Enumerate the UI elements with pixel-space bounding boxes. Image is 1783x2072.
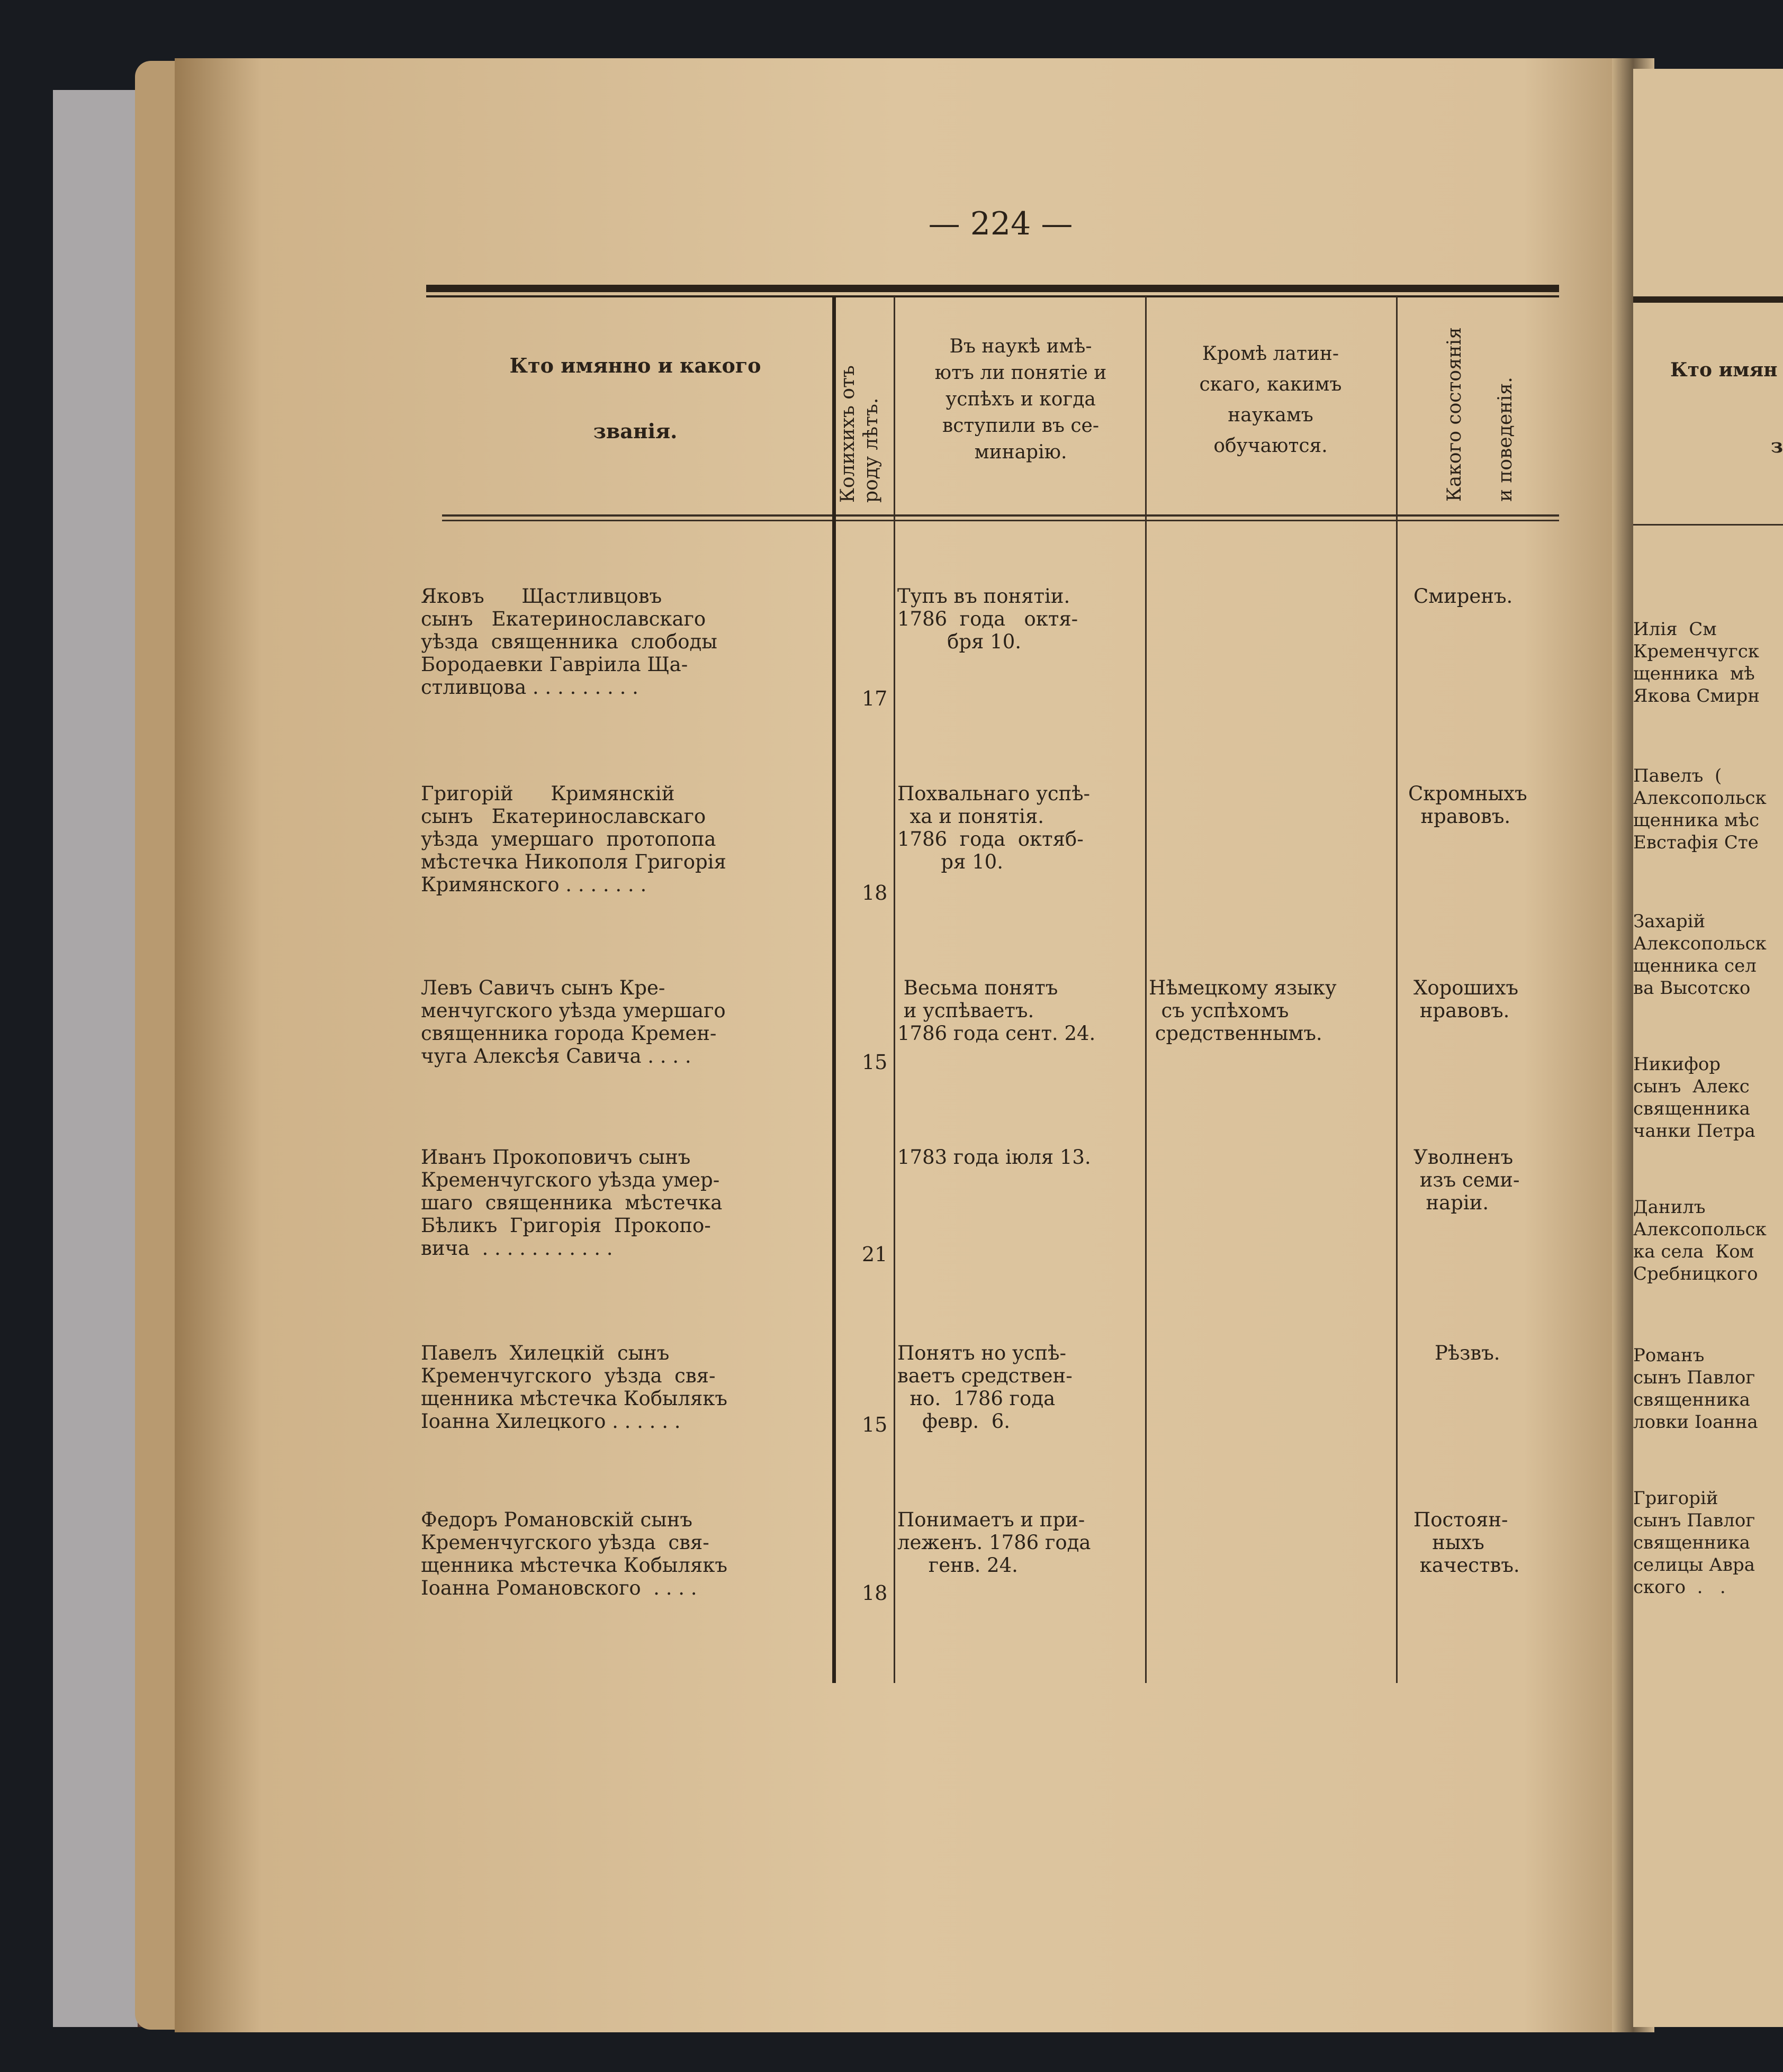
page-number: — 224 — — [928, 205, 1073, 242]
book-board — [53, 90, 138, 2027]
facing-header-fragment: Кто имян — [1670, 359, 1778, 381]
column-rule-age-left — [832, 296, 836, 1683]
row-name: Павелъ Хилецкій сынъ Кременчугского уѣзда свя- щенника мѣстечка Кобылякъ Іоанна Хилецкого . . . . . . — [421, 1342, 727, 1433]
row-other: Нѣмецкому языку съ успѣхомъ средственнымъ. — [1149, 976, 1337, 1045]
header-science — [899, 333, 1142, 466]
row-age: 18 — [862, 881, 888, 904]
row-name: Федоръ Романовскій сынъ Кременчугского уѣзда свя- щенника мѣстечка Кобылякъ Іоанна Романовского . . . . — [421, 1508, 727, 1599]
header-bottom-rule — [442, 514, 1559, 517]
column-rule-science-right — [1145, 296, 1147, 1683]
facing-entry: Павелъ ( Алексопольск щенника мѣс Евстафія Сте — [1633, 765, 1767, 853]
column-rule-age-right — [894, 296, 895, 1683]
facing-header-fragment: з — [1771, 435, 1783, 457]
row-condition: Уволненъ изъ семи- наріи. — [1413, 1146, 1520, 1214]
header-name-rank-text: Кто имянно и какого званія. — [509, 354, 761, 443]
row-age: 15 — [862, 1051, 888, 1074]
row-condition: Хорошихъ нравовъ. — [1413, 976, 1519, 1022]
facing-entry: Григорій сынъ Павлог священника селицы Авра ского . . — [1633, 1488, 1755, 1598]
row-name: Яковъ Щастливцовъ сынъ Екатеринославскаго уѣзда священника слободы Бородаевки Гавріила Ща- стливцова . . . . . . . . . — [421, 585, 717, 699]
facing-entry: Данилъ Алексопольск ка села Ком Сребницкого — [1633, 1197, 1767, 1284]
row-name: Григорій Кримянскій сынъ Екатеринославскаго уѣзда умершаго протопопа мѣстечка Никополя Григорія Кримянского . . . . . . . — [421, 782, 726, 896]
header-condition-text: Какого состоянія и поведенія. — [1444, 327, 1516, 502]
row-condition: Постоян- ныхъ качествъ. — [1413, 1508, 1520, 1577]
table-top-rule — [426, 285, 1559, 292]
header-bottom-rule-2 — [442, 520, 1559, 521]
facing-entry: Илія См Кременчугск щенника мѣ Якова Смирн — [1633, 619, 1760, 707]
row-name: Иванъ Прокоповичъ сынъ Кременчугского уѣзда умер- шаго священника мѣстечка Бѣликъ Григорія Прокопо- вича . . . . . . . . . . . — [421, 1146, 723, 1260]
facing-table-top-rule — [1633, 296, 1783, 303]
header-name-rank — [455, 349, 815, 448]
header-age-text: Колиxихъ отъ роду лѣтъ. — [837, 365, 882, 503]
row-age: 15 — [862, 1413, 888, 1436]
row-condition: Скромныхъ нравовъ. — [1408, 782, 1527, 828]
facing-page — [1633, 69, 1783, 2027]
row-science: Весьма понятъ и успѣваетъ. 1786 года сент. 24. — [897, 976, 1096, 1045]
row-science: Понятъ но успѣ- ваетъ средствен- но. 1786 года февр. 6. — [897, 1342, 1073, 1433]
row-name: Левъ Савичъ сынъ Кре- менчугского уѣзда умершаго священника города Кремен- чуга Алексѣя Савича . . . . — [421, 976, 726, 1067]
row-condition: Смиренъ. — [1413, 585, 1513, 608]
row-age: 21 — [862, 1243, 888, 1266]
row-science: Тупъ въ понятіи. 1786 года октя- бря 10. — [897, 585, 1078, 653]
row-condition: Рѣзвъ. — [1435, 1342, 1500, 1364]
header-age — [836, 307, 883, 503]
row-science: 1783 года іюля 13. — [897, 1146, 1091, 1169]
column-rule-other-right — [1396, 296, 1398, 1683]
header-other-sciences — [1149, 339, 1392, 462]
facing-entry: Никифор сынъ Алекс священника чанки Петра — [1633, 1054, 1755, 1142]
facing-entry: Захарій Алексопольск щенника сел ва Высотско — [1633, 911, 1767, 999]
table-top-thin-rule — [426, 295, 1559, 297]
facing-header-bottom-rule — [1633, 524, 1783, 526]
row-science: Понимаетъ и при- леженъ. 1786 года генв. 24. — [897, 1508, 1091, 1577]
row-age: 18 — [862, 1581, 888, 1605]
header-condition — [1429, 285, 1531, 502]
header-other-sciences-text: Кромѣ латин- скаго, какимъ наукамъ обучаются. — [1199, 343, 1342, 457]
header-science-text: Въ наукѣ имѣ- ютъ ли понятіе и успѣхъ и когда вступили въ се- минарію. — [934, 336, 1107, 463]
row-science: Похвальнаго успѣ- ха и понятія. 1786 года октяб- ря 10. — [897, 782, 1091, 873]
facing-entry: Романъ сынъ Павлог священника ловки Іоанна — [1633, 1345, 1758, 1433]
row-age: 17 — [862, 687, 888, 710]
